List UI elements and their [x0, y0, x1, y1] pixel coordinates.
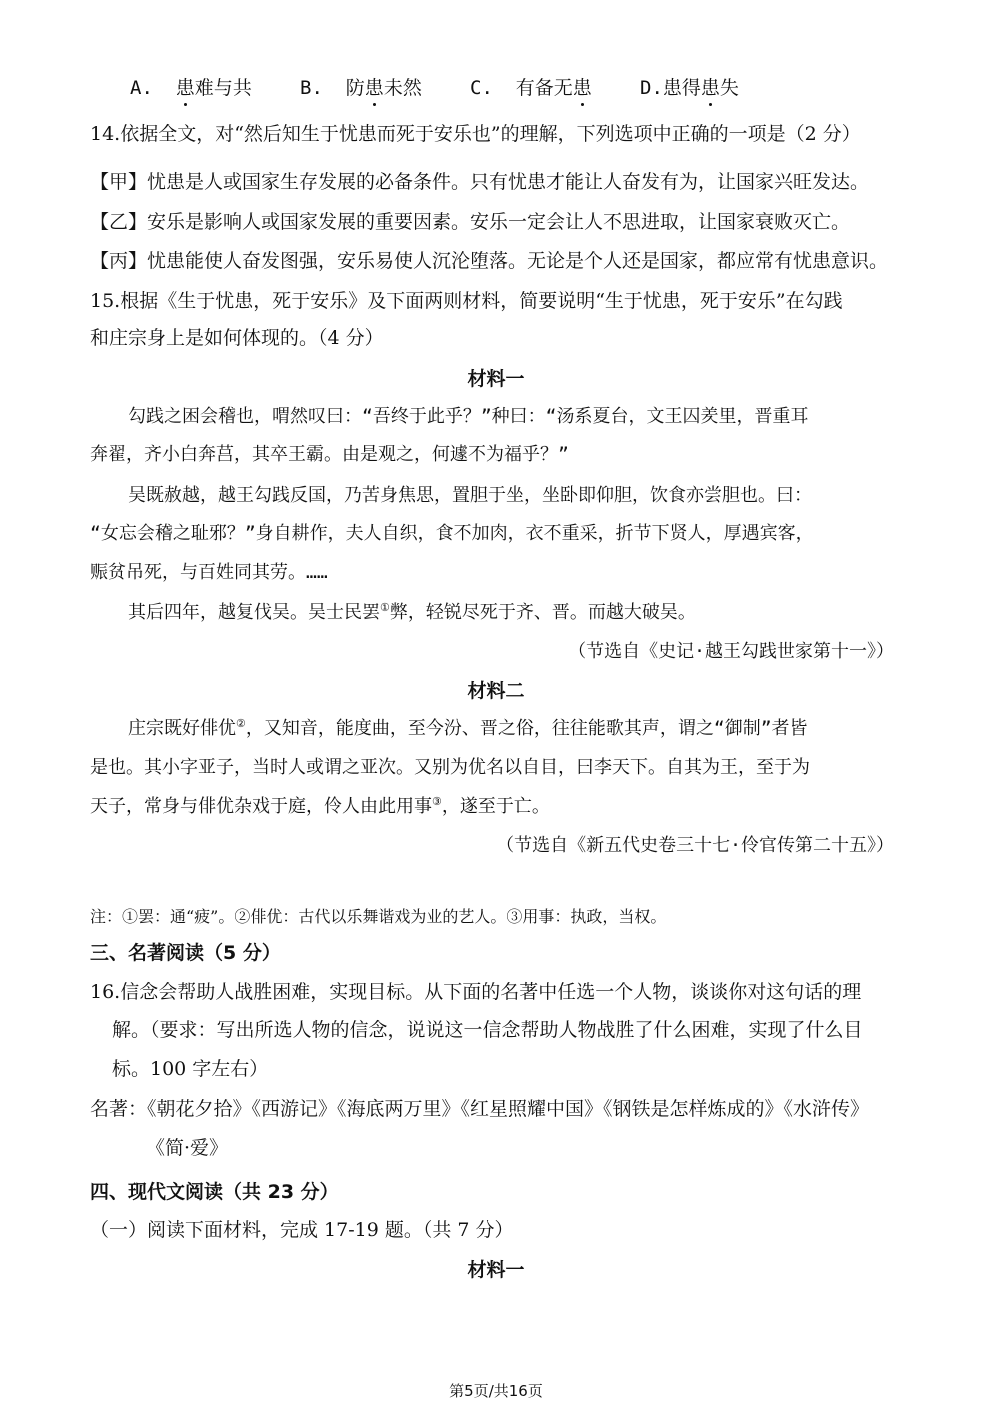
section3-heading: 三、名著阅读（5 分）: [90, 942, 281, 964]
section4-heading: 四、现代文阅读（共 23 分）: [90, 1181, 339, 1203]
books-line1: 名著：《朝花夕拾》《西游记》《海底两万里》《红星照耀中国》《钢铁是怎样炼成的》《水浒传》: [90, 1098, 870, 1120]
material1-p1-line1: 勾践之困会稽也，喟然叹曰：“吾终于此乎？”种曰：“汤系夏台，文王囚羑里，晋重耳: [128, 406, 809, 427]
books-line2: 《简·爱》: [146, 1137, 229, 1159]
material1-title: 材料一: [467, 368, 525, 390]
section4-sub1: （一）阅读下面材料，完成 17-19 题。（共 7 分）: [90, 1219, 514, 1241]
material2-title: 材料二: [467, 680, 525, 702]
option-a: A. 患难与共: [130, 77, 252, 99]
page-number: 第5页/共16页: [449, 1382, 543, 1400]
material2-source: （节选自《新五代史卷三十七·伶官传第二十五》）: [496, 835, 894, 856]
q15-line2: 和庄宗身上是如何体现的。（4 分）: [90, 327, 384, 349]
q16-line1: 16.信念会帮助人战胜困难，实现目标。从下面的名著中任选一个人物，谈谈你对这句话的理: [90, 981, 862, 1003]
q14-option-jia: 【甲】忧患是人或国家生存发展的必备条件。只有忧患才能让人奋发有为，让国家兴旺发达。: [90, 171, 870, 193]
q16-line3: 标。100 字左右）: [112, 1058, 269, 1080]
section4-material-title: 材料一: [467, 1259, 525, 1281]
material1-source: （节选自《史记·越王勾践世家第十一》）: [568, 641, 894, 662]
material1-p2-line3: 赈贫吊死，与百姓同其劳。……: [90, 562, 328, 583]
q16-line2: 解。（要求：写出所选人物的信念，说说这一信念帮助人物战胜了什么困难，实现了什么目: [112, 1019, 863, 1041]
option-d: D.患得患失: [640, 77, 739, 99]
footnote-mark: ③: [432, 795, 442, 808]
material2-line1: 庄宗既好俳优②，又知音，能度曲，至今汾、晋之俗，往往能歌其声，谓之“御制”者皆: [128, 717, 808, 739]
material1-p2-line2: “女忘会稽之耻邪？”身自耕作，夫人自织，食不加肉，衣不重采，折节下贤人，厚遇宾客，: [90, 523, 814, 544]
q15-line1: 15.根据《生于忧患，死于安乐》及下面两则材料，简要说明“生于忧患，死于安乐”在勾践: [90, 290, 843, 312]
emphasis-char: 患: [572, 77, 592, 99]
footnotes: 注：①罢：通“疲”。②俳优：古代以乐舞谐戏为业的艺人。③用事：执政，当权。: [90, 907, 667, 926]
q14-stem: 14.依据全文，对“然后知生于忧患而死于安乐也”的理解，下列选项中正确的一项是（2 分）: [90, 123, 861, 145]
material2-line3: 天子，常身与俳优杂戏于庭，伶人由此用事③，遂至于亡。: [90, 795, 550, 817]
material1-p2-line1: 吴既赦越，越王勾践反国，乃苦身焦思，置胆于坐，坐卧即仰胆，饮食亦尝胆也。曰：: [128, 485, 812, 506]
emphasis-char: 患: [700, 77, 720, 99]
option-b: B. 防患未然: [300, 77, 422, 99]
footnote-mark: ②: [236, 717, 246, 730]
q14-option-yi: 【乙】安乐是影响人或国家发展的重要因素。安乐一定会让人不思进取，让国家衰败灭亡。: [90, 211, 851, 233]
emphasis-char: 患: [364, 77, 384, 99]
q14-option-bing: 【丙】忧患能使人奋发图强，安乐易使人沉沦堕落。无论是个人还是国家，都应常有忧患意识。: [90, 250, 889, 272]
footnote-mark: ①: [380, 601, 390, 614]
material2-line2: 是也。其小字亚子，当时人或谓之亚次。又别为优名以自目，曰李天下。自其为王，至于为: [90, 757, 810, 778]
emphasis-char: 患: [175, 77, 195, 99]
option-c: C. 有备无患: [470, 77, 592, 99]
material1-p3: 其后四年，越复伐吴。吴士民罢①弊，轻锐尽死于齐、晋。而越大破吴。: [128, 601, 696, 623]
material1-p1-line2: 奔翟，齐小白奔莒，其卒王霸。由是观之，何遽不为福乎？”: [90, 444, 569, 465]
